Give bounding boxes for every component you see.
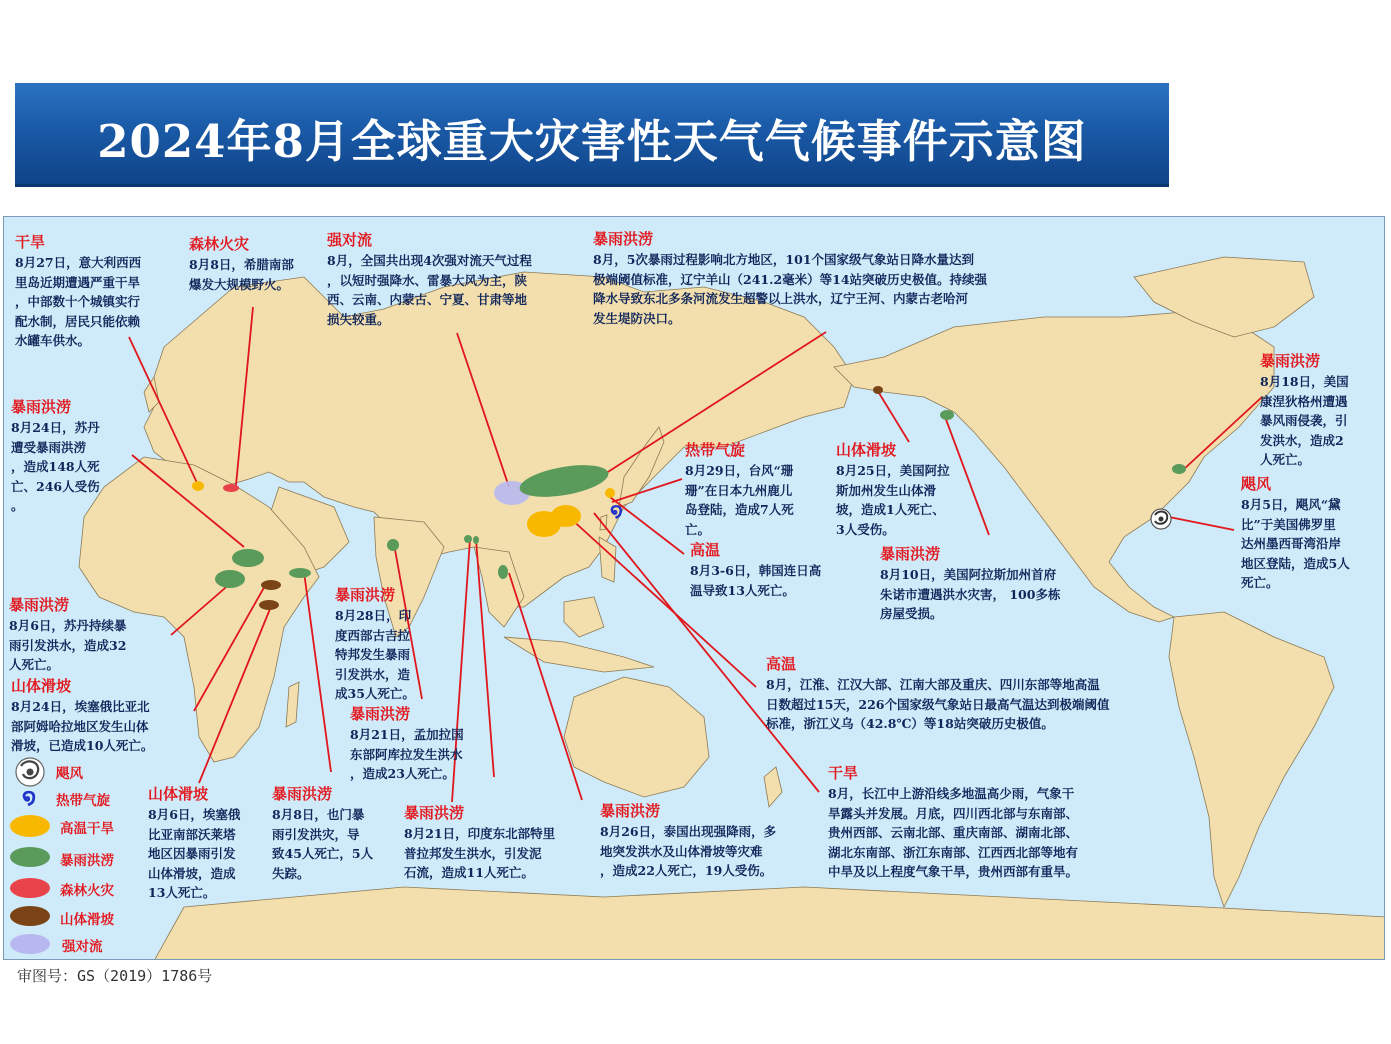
event-wolaita-landslide: [148, 783, 240, 903]
legend-swatch-landslide: [10, 906, 50, 926]
tripura-flood-marker: [473, 536, 479, 544]
event-description: 8月，长江中上游沿线多地温高少雨，气象干 旱露头并发展。月底，四川西北部与东南部、 贵州西部、云南北部、重庆南部、湖南北部、 湖北东南部、浙江东南部、江西西北部等地有 中旱及以上程度气象干旱，贵州西部有重旱。: [828, 786, 1079, 879]
event-type: 暴雨洪涝: [335, 586, 396, 604]
legend-label: 森林火灾: [60, 883, 114, 899]
legend-label: 飓风: [56, 766, 83, 782]
event-description: 8月26日，泰国出现强降雨，多 地突发洪水及山体滑坡等灾难 ，造成22人死亡，19人受伤。: [600, 824, 777, 878]
event-description: 8月21日，孟加拉国 东部阿库拉发生洪水 ，造成23人死亡。: [350, 727, 464, 781]
event-type: 暴雨洪涝: [593, 230, 654, 248]
event-type: 森林火灾: [189, 235, 250, 253]
korea-heat-marker: [605, 488, 615, 498]
event-yemen-flood: [272, 783, 373, 883]
event-type: 强对流: [327, 231, 373, 249]
event-type: 暴雨洪涝: [600, 802, 661, 820]
juneau-flood-marker: [940, 410, 954, 420]
legend-label: 强对流: [62, 939, 103, 955]
ethiopia-landslide-marker-2: [259, 600, 279, 610]
event-amhara-landslide: [11, 675, 153, 756]
event-type: 高温: [690, 541, 721, 559]
event-type: 高温: [766, 655, 797, 673]
event-type: 干旱: [15, 233, 46, 251]
event-description: 8月25日，美国阿拉 斯加州发生山体滑 坡，造成1人死亡、 3人受伤。: [836, 463, 950, 537]
event-bangladesh-flood: [350, 703, 464, 784]
event-sicily-drought: [15, 231, 141, 351]
event-connecticut-flood: [1260, 350, 1349, 470]
title-banner: [15, 83, 1169, 187]
event-description: 8月3-6日，韩国连日高 温导致13人死亡。: [690, 563, 822, 598]
event-type: 山体滑坡: [11, 677, 72, 695]
event-type: 暴雨洪涝: [272, 785, 333, 803]
event-description: 8月5日，飓风“黛 比”于美国佛罗里 达州墨西哥湾沿岸 地区登陆，造成5人 死亡。: [1241, 497, 1350, 590]
sudan-flood-marker-1: [232, 549, 264, 567]
thailand-flood-marker: [498, 565, 508, 579]
yemen-flood-marker: [289, 568, 311, 578]
event-type: 暴雨洪涝: [9, 596, 70, 614]
event-north-china-flood: [593, 228, 987, 328]
legend-swatch-convection: [10, 934, 50, 954]
greece-fire-marker: [223, 484, 239, 492]
event-thailand-flood: [600, 800, 776, 881]
event-description: 8月29日，台风“珊 珊”在日本九州鹿儿 岛登陆，造成7人死 亡。: [685, 463, 794, 537]
event-description: 8月24日，苏丹 遭受暴雨洪涝 ，造成148人死 亡、246人受伤 。: [11, 420, 100, 513]
event-china-heat: [766, 653, 1110, 734]
event-alaska-landslide: [836, 439, 950, 539]
event-type: 热带气旋: [685, 441, 746, 459]
legend-swatch-heat-drought: [10, 815, 50, 837]
legend-label: 山体滑坡: [60, 912, 114, 928]
event-type: 暴雨洪涝: [404, 804, 465, 822]
china-heat-marker-2: [551, 505, 581, 527]
event-type: 飓风: [1241, 475, 1272, 493]
event-typhoon-shanshan: [685, 439, 794, 539]
event-yangtze-drought: [828, 762, 1078, 882]
ethiopia-landslide-marker-1: [261, 580, 281, 590]
event-description: 8月6日，苏丹持续暴 雨引发洪水，造成32 人死亡。: [9, 618, 127, 672]
event-description: 8月，全国共出现4次强对流天气过程 ，以短时强降水、雷暴大风为主，陕 西、云南、内蒙古、宁夏、甘肃等地 损失较重。: [327, 253, 532, 327]
event-description: 8月27日，意大利西西 里岛近期遭遇严重干旱 ，中部数十个城镇实行 配水制，居民只能依赖 水罐车供水。: [15, 255, 142, 348]
legend-label: 高温干旱: [60, 821, 114, 837]
event-description: 8月10日，美国阿拉斯加州首府 朱诺市遭遇洪水灾害， 100多栋 房屋受损。: [880, 567, 1061, 621]
event-tripura-flood: [404, 802, 555, 883]
world-map: [3, 216, 1385, 960]
event-type: 暴雨洪涝: [11, 398, 72, 416]
event-description: 8月18日，美国 康涅狄格州遭遇 暴风雨侵袭，引 发洪水，造成2 人死亡。: [1260, 374, 1349, 467]
event-description: 8月24日，埃塞俄比亚北 部阿姆哈拉地区发生山体 滑坡，已造成10人死亡。: [11, 699, 154, 753]
sudan-flood-marker-2: [215, 570, 245, 588]
sicily-drought-marker: [192, 481, 204, 491]
event-gujarat-flood: [335, 584, 415, 704]
event-description: 8月6日，埃塞俄 比亚南部沃莱塔 地区因暴雨引发 山体滑坡，造成 13人死亡。: [148, 807, 241, 900]
page-title: 2024年8月全球重大灾害性天气气候事件示意图: [97, 115, 1087, 168]
event-type: 干旱: [828, 764, 859, 782]
hurricane-debby-marker: [1151, 509, 1171, 529]
event-korea-heat: [690, 539, 821, 600]
event-description: 8月8日，也门暴 雨引发洪灾，导 致45人死亡，5人 失踪。: [272, 807, 374, 881]
tropical-cyclone-icon: ໑: [22, 784, 37, 810]
gujarat-flood-marker: [387, 539, 399, 551]
event-sudan-flood-2: [9, 594, 126, 675]
event-description: 8月21日，印度东北部特里 普拉邦发生洪水，引发泥 石流，造成11人死亡。: [404, 826, 556, 880]
event-description: 8月28日，印 度西部古吉拉 特邦发生暴雨 引发洪水，造 成35人死亡。: [335, 608, 415, 701]
bangladesh-flood-marker: [464, 535, 472, 543]
event-type: 山体滑坡: [836, 441, 897, 459]
map-approval-number: 审图号：GS（2019）1786号: [17, 967, 213, 985]
event-type: 暴雨洪涝: [880, 545, 941, 563]
event-sudan-flood-1: [11, 396, 100, 516]
alaska-landslide-marker: [873, 386, 883, 394]
event-description: 8月，5次暴雨过程影响北方地区，101个国家级气象站日降水量达到 极端阈值标准，辽宁羊山（241.2毫米）等14站突破历史极值。持续强 降水导致东北多条河流发生超警以上洪水，辽宁王河、内蒙古老哈河 发生堤防决口。: [593, 252, 988, 326]
legend-label: 热带气旋: [56, 793, 110, 809]
event-juneau-flood: [880, 543, 1060, 624]
event-china-convection: [327, 229, 532, 329]
legend-swatch-wildfire: [10, 878, 50, 898]
event-description: 8月，江淮、江汉大部、江南大部及重庆、四川东部等地高温 日数超过15天，226个国家级气象站日最高气温达到极端阈值 标准，浙江义乌（42.8℃）等18站突破历史极值。: [766, 677, 1110, 731]
event-type: 山体滑坡: [148, 785, 209, 803]
event-greece-fire: [189, 233, 294, 294]
event-description: 8月8日，希腊南部 爆发大规模野火。: [189, 257, 294, 292]
event-type: 暴雨洪涝: [1260, 352, 1321, 370]
legend-swatch-flood: [10, 847, 50, 867]
legend-label: 暴雨洪涝: [60, 853, 114, 869]
connecticut-flood-marker: [1172, 464, 1186, 474]
event-type: 暴雨洪涝: [350, 705, 411, 723]
event-hurricane-debby: [1241, 473, 1350, 593]
typhoon-shanshan-marker: ໑: [610, 498, 623, 522]
